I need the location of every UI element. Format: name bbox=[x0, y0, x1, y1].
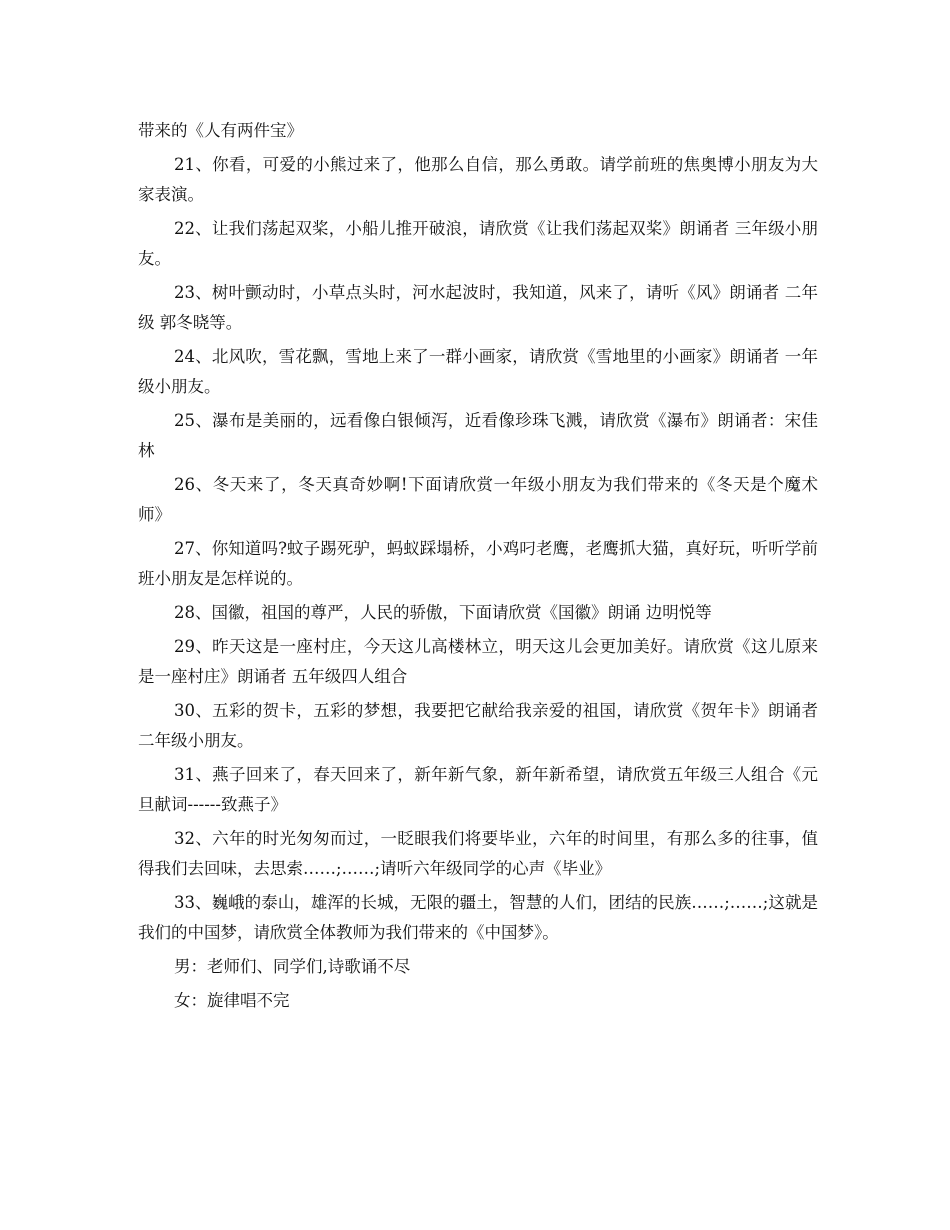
paragraph-item-25: 25、瀑布是美丽的，远看像白银倾泻，近看像珍珠飞溅，请欣赏《瀑布》朗诵者：宋佳林 bbox=[138, 411, 818, 460]
paragraph-item-31: 31、燕子回来了，春天回来了，新年新气象，新年新希望，请欣赏五年级三人组合《元旦献词------致燕子》 bbox=[138, 765, 818, 814]
paragraph-item-23: 23、树叶颤动时，小草点头时，河水起波时，我知道，风来了，请听《风》朗诵者 二年级 郭冬晓等。 bbox=[138, 283, 818, 332]
paragraph-item-30: 30、五彩的贺卡，五彩的梦想，我要把它献给我亲爱的祖国，请欣赏《贺年卡》朗诵者 二年级小朋友。 bbox=[138, 701, 818, 750]
paragraph-item-29: 29、昨天这是一座村庄，今天这儿高楼林立，明天这儿会更加美好。请欣赏《这儿原来是一座村庄》朗诵者 五年级四人组合 bbox=[138, 637, 818, 686]
paragraph-continuation: 带来的《人有两件宝》 bbox=[138, 121, 303, 140]
paragraph-item-21: 21、你看，可爱的小熊过来了，他那么自信，那么勇敢。请学前班的焦奥博小朋友为大家表演。 bbox=[138, 155, 818, 204]
paragraph-item-32: 32、六年的时光匆匆而过，一眨眼我们将要毕业，六年的时间里，有那么多的往事，值得我们去回味，去思索……;……;请听六年级同学的心声《毕业》 bbox=[138, 829, 818, 878]
paragraph-item-22: 22、让我们荡起双桨，小船儿推开破浪，请欣赏《让我们荡起双桨》朗诵者 三年级小朋友。 bbox=[138, 219, 818, 268]
paragraph-male-host: 男：老师们、同学们,诗歌诵不尽 bbox=[174, 957, 411, 976]
document-page bbox=[138, 116, 818, 1020]
paragraph-item-27: 27、你知道吗?蚊子踢死驴，蚂蚁踩塌桥，小鸡叼老鹰，老鹰抓大猫，真好玩，听听学前班小朋友是怎样说的。 bbox=[138, 539, 818, 588]
paragraph-item-24: 24、北风吹，雪花飘，雪地上来了一群小画家，请欣赏《雪地里的小画家》朗诵者 一年级小朋友。 bbox=[138, 347, 818, 396]
paragraph-item-33: 33、巍峨的泰山，雄浑的长城，无限的疆土，智慧的人们，团结的民族……;……;这就是我们的中国梦，请欣赏全体教师为我们带来的《中国梦》。 bbox=[138, 893, 818, 942]
paragraph-item-28: 28、国徽，祖国的尊严，人民的骄傲，下面请欣赏《国徽》朗诵 边明悦等 bbox=[174, 603, 712, 622]
paragraph-female-host: 女：旋律唱不完 bbox=[174, 991, 290, 1010]
paragraph-item-26: 26、冬天来了，冬天真奇妙啊!下面请欣赏一年级小朋友为我们带来的《冬天是个魔术师》 bbox=[138, 475, 818, 524]
